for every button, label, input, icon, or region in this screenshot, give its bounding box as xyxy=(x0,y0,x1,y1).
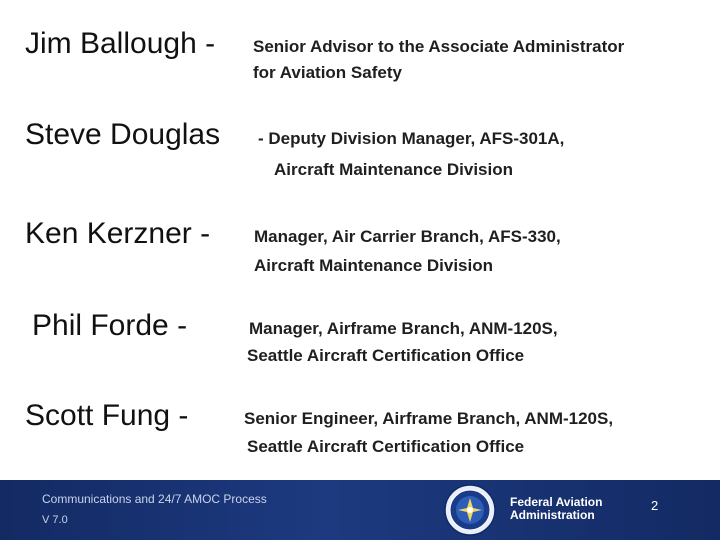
person-role-2-line1: - Deputy Division Manager, AFS-301A, xyxy=(258,129,565,148)
person-name-1: Jim Ballough - xyxy=(25,27,216,60)
presentation-title: Communications and 24/7 AMOC Process xyxy=(42,492,267,506)
agency-name-line2: Administration xyxy=(510,508,595,522)
version-label: V 7.0 xyxy=(42,514,68,526)
person-role-5-line2: Seattle Aircraft Certification Office xyxy=(247,437,525,456)
person-role-1-line1: Senior Advisor to the Associate Administrator xyxy=(253,37,625,56)
page-number: 2 xyxy=(651,498,659,513)
person-name-3: Ken Kerzner - xyxy=(25,217,211,250)
person-name-4: Phil Forde - xyxy=(32,309,188,342)
footer-bar xyxy=(0,480,720,540)
person-role-4-line1: Manager, Airframe Branch, ANM-120S, xyxy=(249,319,558,338)
person-name-5: Scott Fung - xyxy=(25,399,189,432)
person-role-2-line2: Aircraft Maintenance Division xyxy=(274,160,514,179)
agency-name xyxy=(510,496,602,522)
person-role-4-line2: Seattle Aircraft Certification Office xyxy=(247,346,525,365)
person-role-3-line2: Aircraft Maintenance Division xyxy=(254,256,494,275)
person-role-3-line1: Manager, Air Carrier Branch, AFS-330, xyxy=(254,227,561,246)
agency-name-line1: Federal Aviation xyxy=(510,495,603,509)
person-role-1-line2: for Aviation Safety xyxy=(253,63,402,82)
faa-seal-icon xyxy=(444,484,496,536)
person-name-2: Steve Douglas xyxy=(25,118,221,151)
person-role-5-line1: Senior Engineer, Airframe Branch, ANM-120S, xyxy=(244,409,614,428)
